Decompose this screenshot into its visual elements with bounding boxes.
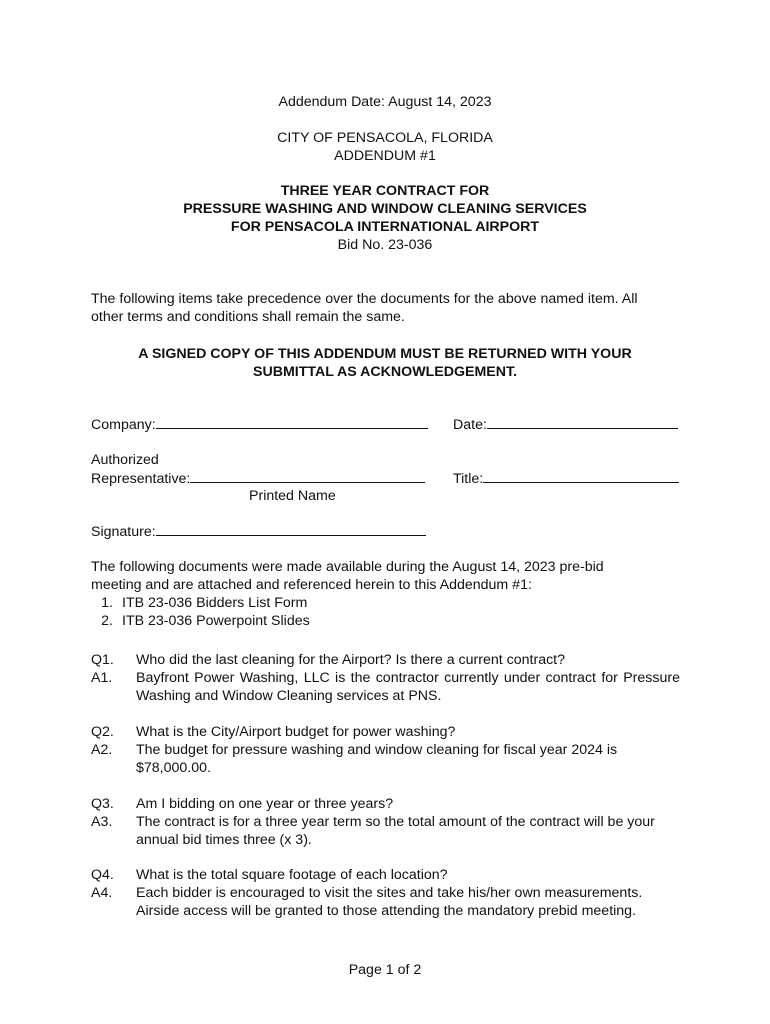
date-blank-line[interactable] xyxy=(487,415,678,429)
date-field xyxy=(453,415,678,434)
qa-block-4 xyxy=(0,866,770,926)
title-line-1: THREE YEAR CONTRACT FOR xyxy=(280,183,490,199)
city-heading: CITY OF PENSACOLA, FLORIDA xyxy=(277,130,493,146)
list-item-number: 1. xyxy=(101,595,113,611)
list-item-number: 2. xyxy=(101,613,113,629)
date-label: Date: xyxy=(453,417,487,433)
title-field xyxy=(453,469,679,488)
answer-label: A2. xyxy=(91,742,113,758)
list-item-text: ITB 23-036 Powerpoint Slides xyxy=(122,613,310,629)
company-field xyxy=(91,415,428,434)
representative-label: Representative: xyxy=(91,471,191,487)
answer-label: A3. xyxy=(91,814,113,830)
signature-label: Signature: xyxy=(91,524,156,540)
question-label: Q1. xyxy=(91,652,114,668)
title-blank-line[interactable] xyxy=(483,469,679,483)
question-text: What is the City/Airport budget for power washing? xyxy=(136,724,456,740)
answer-label: A1. xyxy=(91,670,113,686)
representative-field xyxy=(91,469,425,488)
answer-text: Each bidder is encouraged to visit the sites and take his/her own measurements. Airside access will be granted to those attending the mandatory prebid meeting. xyxy=(136,885,643,919)
question-text: What is the total square footage of each location? xyxy=(136,867,448,883)
title-line-3: FOR PENSACOLA INTERNATIONAL AIRPORT xyxy=(230,219,540,235)
answer-text: The contract is for a three year term so the total amount of the contract will be your annual bid times three (x 3). xyxy=(136,814,655,848)
question-label: Q4. xyxy=(91,867,114,883)
qa-block-2 xyxy=(0,723,770,783)
authorized-label: Authorized xyxy=(91,452,159,468)
documents-intro-line-1: The following documents were made available during the August 14, 2023 pre-bid xyxy=(91,559,604,575)
title-label: Title: xyxy=(453,471,484,487)
list-item-text: ITB 23-036 Bidders List Form xyxy=(122,595,308,611)
company-label: Company: xyxy=(91,417,156,433)
notice-line-1: A SIGNED COPY OF THIS ADDENDUM MUST BE RETURNED WITH YOUR xyxy=(138,346,632,362)
documents-intro-line-2: meeting and are attached and referenced herein to this Addendum #1: xyxy=(91,577,532,593)
printed-name-label: Printed Name xyxy=(249,488,336,504)
answer-text: Bayfront Power Washing, LLC is the contractor currently under contract for Pressure Washing and Window Cleaning services at PNS. xyxy=(136,670,680,704)
intro-line-1: The following items take precedence over the documents for the above named item. All xyxy=(91,291,638,307)
answer-label: A4. xyxy=(91,885,113,901)
qa-block-1 xyxy=(0,651,770,711)
page-number: Page 1 of 2 xyxy=(348,962,422,978)
question-text: Who did the last cleaning for the Airport? Is there a current contract? xyxy=(136,652,566,668)
list-item xyxy=(91,594,310,612)
bid-number: Bid No. 23-036 xyxy=(337,237,433,253)
documents-list xyxy=(91,594,310,630)
company-blank-line[interactable] xyxy=(156,415,428,429)
notice-line-2: SUBMITTAL AS ACKNOWLEDGEMENT. xyxy=(252,364,518,380)
addendum-number: ADDENDUM #1 xyxy=(334,148,436,164)
qa-block-3 xyxy=(0,795,770,855)
question-label: Q2. xyxy=(91,724,114,740)
intro-line-2: other terms and conditions shall remain the same. xyxy=(91,309,405,325)
signature-blank-line[interactable] xyxy=(156,522,426,536)
question-text: Am I bidding on one year or three years? xyxy=(136,796,394,812)
signature-field xyxy=(91,522,426,541)
title-line-2: PRESSURE WASHING AND WINDOW CLEANING SERVICES xyxy=(183,201,587,217)
answer-text: The budget for pressure washing and window cleaning for fiscal year 2024 is $78,000.00. xyxy=(136,742,618,776)
question-label: Q3. xyxy=(91,796,114,812)
representative-blank-line[interactable] xyxy=(190,469,425,483)
addendum-date: Addendum Date: August 14, 2023 xyxy=(278,94,492,110)
list-item xyxy=(91,612,310,630)
